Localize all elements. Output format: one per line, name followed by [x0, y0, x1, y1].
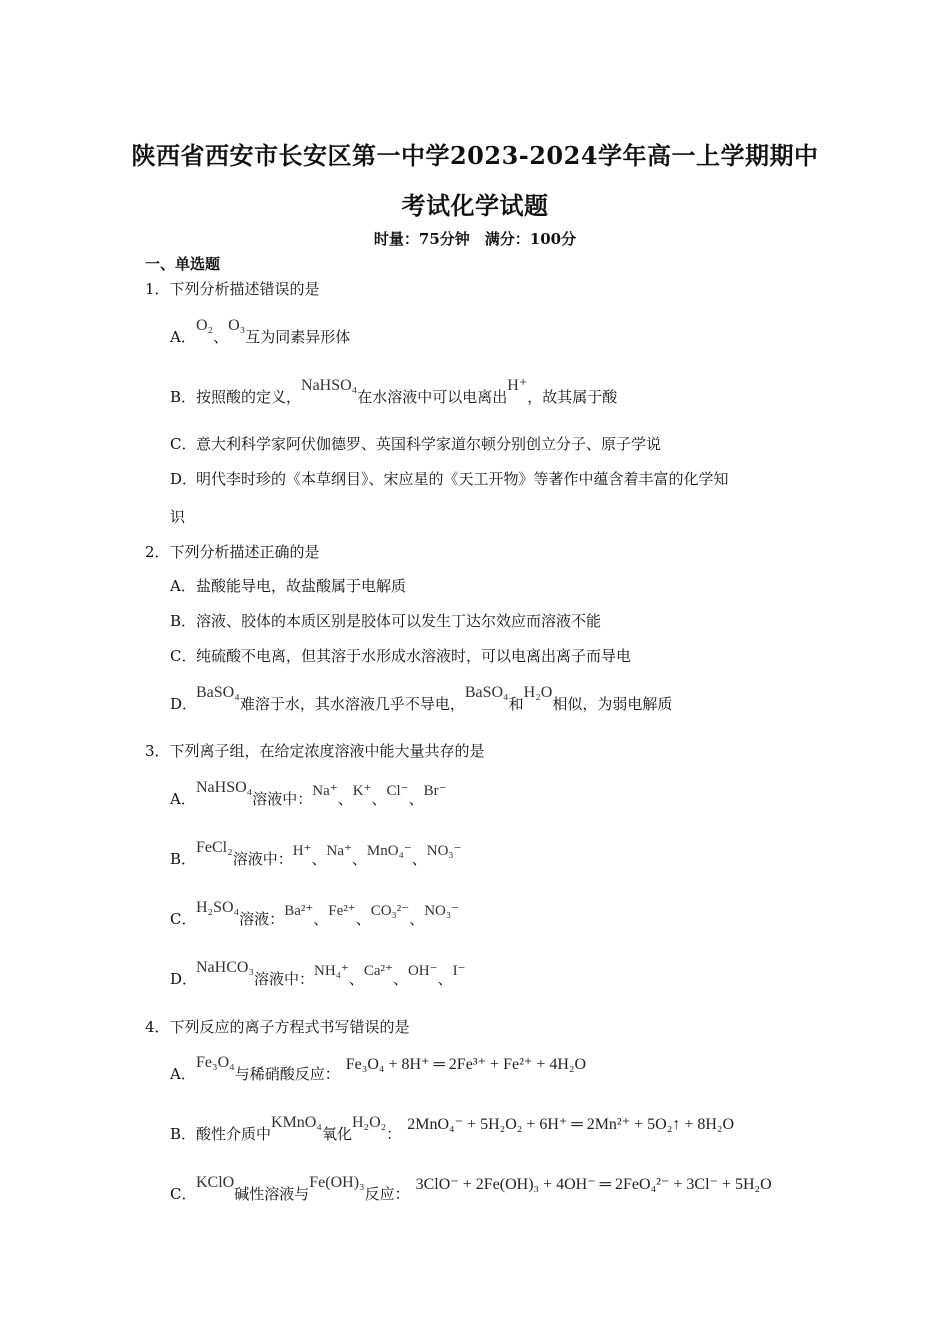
exam-title-line1: 陕西省西安市长安区第一中学2023-2024学年高一上学期期中 [131, 141, 819, 170]
q3-option-d[interactable]: D．NaHCO₃溶液中：NH₄⁺、Ca²⁺、OH⁻、I⁻ [170, 959, 466, 988]
q4-option-b[interactable]: B．酸性介质中KMnO₄氧化H₂O₂：2MnO₄⁻ + 5H₂O₂ + 6H⁺ ═ 2Mn²⁺ + 5O₂↑ + 8H₂O [170, 1114, 735, 1143]
q1-option-b[interactable]: B．按照酸的定义，NaHSO₄在水溶液中可以电离出H⁺，故其属于酸 [170, 377, 618, 406]
q2-option-d[interactable]: D．BaSO₄难溶于水，其水溶液几乎不导电，BaSO₄和H₂O相似，为弱电解质 [170, 684, 673, 713]
section-heading: 一、单选题 [145, 255, 221, 273]
q1-option-c[interactable]: C．意大利科学家阿伏伽德罗、英国科学家道尔顿分别创立分子、原子学说 [170, 435, 662, 453]
q3-option-a[interactable]: A．NaHSO₄溶液中：Na⁺、K⁺、Cl⁻、Br⁻ [170, 779, 447, 808]
q4-option-c[interactable]: C．KClO碱性溶液与Fe(OH)₃反应：3ClO⁻ + 2Fe(OH)₃ + 4OH⁻ ═ 2FeO₄²⁻ + 3Cl⁻ + 5H₂O [170, 1174, 772, 1203]
exam-meta: 时量：75分钟 满分：100分 [373, 230, 577, 248]
q2-option-c[interactable]: C．纯硫酸不电离，但其溶于水形成水溶液时，可以电离出离子而导电 [170, 647, 632, 665]
q1-option-d-continued: 识 [170, 508, 186, 526]
q2-option-a[interactable]: A．盐酸能导电，故盐酸属于电解质 [170, 577, 407, 595]
question-4-stem: 4．下列反应的离子方程式书写错误的是 [145, 1018, 410, 1036]
q1-option-a[interactable]: A．O₂、O₃互为同素异形体 [170, 317, 351, 346]
q3-option-b[interactable]: B．FeCl₂溶液中：H⁺、Na⁺、MnO₄⁻、NO₃⁻ [170, 839, 462, 868]
question-1-stem: 1．下列分析描述错误的是 [145, 280, 320, 298]
q1-option-d[interactable]: D．明代李时珍的《本草纲目》、宋应星的《天工开物》等著作中蕴含着丰富的化学知 [170, 470, 729, 488]
exam-title-line2: 考试化学试题 [401, 191, 549, 220]
q3-option-c[interactable]: C．H₂SO₄溶液：Ba²⁺、Fe²⁺、CO₃²⁻、NO₃⁻ [170, 899, 460, 928]
question-3-stem: 3．下列离子组，在给定浓度溶液中能大量共存的是 [145, 742, 485, 760]
question-2-stem: 2．下列分析描述正确的是 [145, 543, 320, 561]
q4-option-a[interactable]: A．Fe₃O₄与稀硝酸反应：Fe₃O₄ + 8H⁺ ═ 2Fe³⁺ + Fe²⁺ + 4H₂O [170, 1054, 587, 1083]
q2-option-b[interactable]: B．溶液、胶体的本质区别是胶体可以发生丁达尔效应而溶液不能 [170, 612, 602, 630]
